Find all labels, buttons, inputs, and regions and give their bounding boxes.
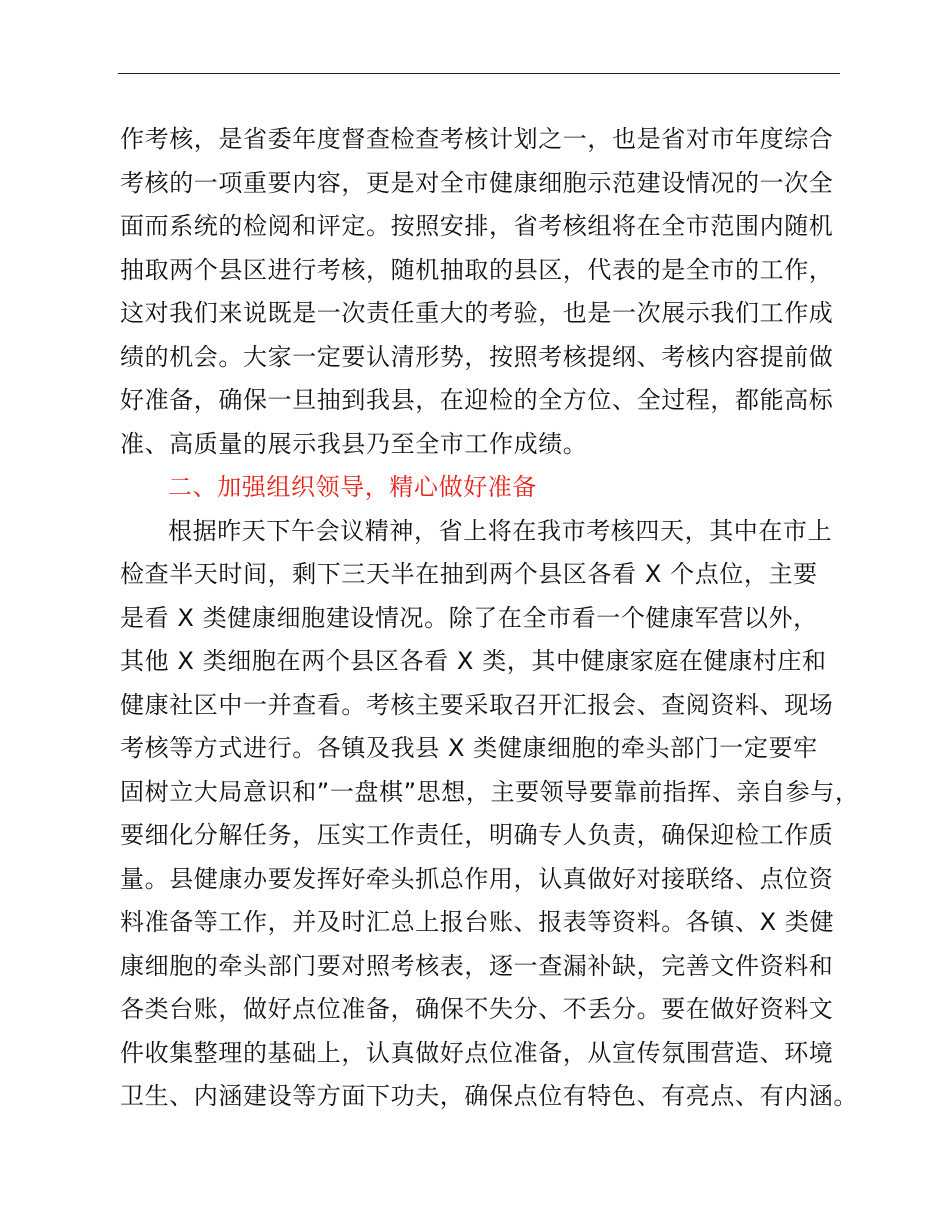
text-line: 固树立大局意识和”一盘棋”思想，主要领导要靠前指挥、亲自参与， (120, 777, 860, 806)
text-line: 考核的一项重要内容，更是对全市健康细胞示范建设情况的一次全 (120, 168, 834, 197)
text-line: 料准备等工作，并及时汇总上报台账、报表等资料。各镇、X 类健 (120, 908, 835, 936)
text-line: 好准备，确保一旦抽到我县，在迎检的全方位、全过程，都能高标 (120, 386, 834, 414)
text-line: 作考核，是省委年度督查检查考核计划之一，也是省对市年度综合 (120, 125, 834, 153)
text-line: 健康社区中一并查看。考核主要采取召开汇报会、查阅资料、现场 (120, 690, 834, 719)
text-line: 量。县健康办要发挥好牵头抓总作用，认真做好对接联络、点位资 (120, 864, 834, 893)
text-line: 卫生、内涵建设等方面下功夫，确保点位有特色、有亮点、有内涵。 (120, 1082, 858, 1110)
text-line: 这对我们来说既是一次责任重大的考验，也是一次展示我们工作成 (120, 299, 834, 327)
text-line: 要细化分解任务，压实工作责任，明确专人负责，确保迎检工作质 (120, 821, 834, 849)
text-line: 是看 X 类健康细胞建设情况。除了在全市看一个健康军营以外， (120, 603, 818, 632)
text-line: 抽取两个县区进行考核，随机抽取的县区，代表的是全市的工作， (120, 255, 834, 284)
header-rule (118, 73, 840, 74)
text-line: 检查半天时间，剩下三天半在抽到两个县区各看 X 个点位，主要 (120, 560, 818, 588)
document-body (120, 118, 860, 1119)
text-line: 绩的机会。大家一定要认清形势，按照考核提纲、考核内容提前做 (120, 342, 834, 371)
text-line: 根据昨天下午会议精神，省上将在我市考核四天，其中在市上 (168, 516, 833, 545)
text-line: 面而系统的检阅和评定。按照安排，省考核组将在全市范围内随机 (120, 212, 834, 240)
text-line: 准、高质量的展示我县乃至全市工作成绩。 (120, 429, 588, 458)
section-heading: 二、加强组织领导，精心做好准备 (168, 473, 537, 501)
text-line: 考核等方式进行。各镇及我县 X 类健康细胞的牵头部门一定要牢 (120, 734, 818, 762)
text-line: 康细胞的牵头部门要对照考核表，逐一查漏补缺，完善文件资料和 (120, 951, 834, 980)
text-line: 件收集整理的基础上，认真做好点位准备，从宣传氛围营造、环境 (120, 1038, 834, 1067)
text-line: 各类台账，做好点位准备，确保不失分、不丢分。要在做好资料文 (120, 995, 834, 1023)
text-line: 其他 X 类细胞在两个县区各看 X 类，其中健康家庭在健康村庄和 (120, 647, 827, 675)
